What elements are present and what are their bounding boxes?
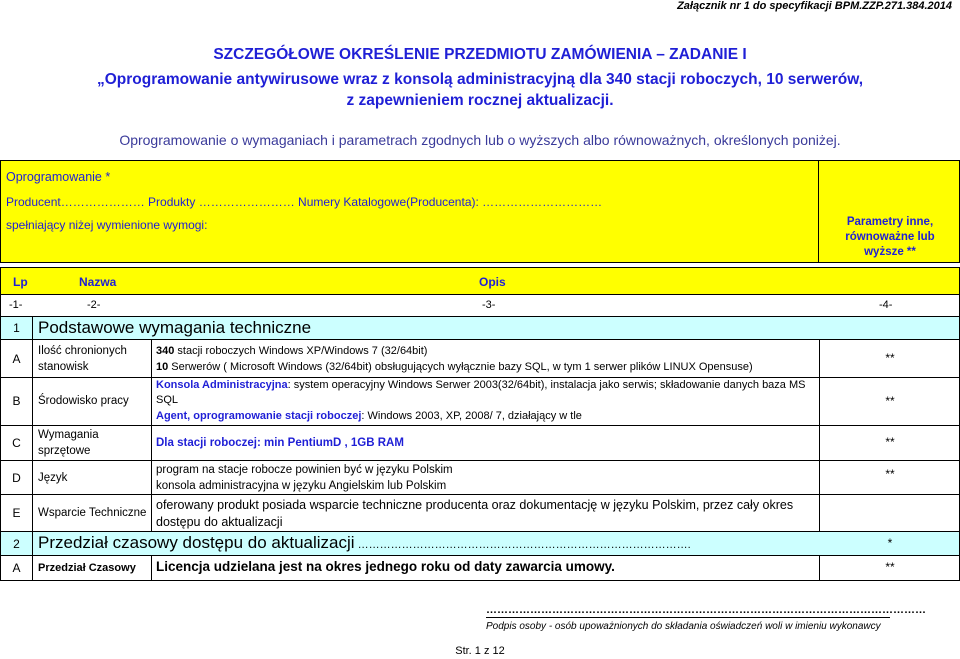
row-desc-line-1: 340 stacji roboczych Windows XP/Windows 7 (32/64bit) bbox=[156, 345, 428, 357]
row-desc-line-1: oferowany produkt posiada wsparcie techniczne producenta oraz dokumentację w języku Polskim, przez cały okres dostępu do aktualizacji bbox=[156, 498, 794, 529]
col-divider bbox=[819, 495, 820, 531]
column-header-row bbox=[0, 267, 960, 295]
section-2-row bbox=[0, 532, 960, 556]
row-param: ** bbox=[885, 394, 895, 408]
row-desc-line-2: 10 Serwerów ( Microsoft Windows (32/64bit) obsługujących wyłącznie bazy SQL, w tym 1 serwer plików LINUX Opensuse) bbox=[156, 361, 753, 373]
section-1-row bbox=[0, 317, 960, 340]
document-subtitle: Oprogramowanie o wymaganiach i parametrach zgodnych lub o wyższych albo równoważnych, określonych poniżej. bbox=[119, 132, 841, 148]
row-lp: A bbox=[12, 352, 21, 366]
col-divider bbox=[32, 426, 33, 460]
software-spec-box bbox=[0, 160, 960, 263]
row-desc-line-1: Konsola Administracyjna: system operacyjny Windows Serwer 2003(32/64bit), instalacja jako serwis; składowanie danych baza MS SQL bbox=[156, 379, 806, 406]
column-desc: Opis bbox=[479, 275, 506, 289]
col-divider bbox=[32, 317, 33, 339]
section-2-lp: 2 bbox=[13, 537, 20, 551]
col-divider bbox=[32, 495, 33, 531]
column-number-row bbox=[0, 295, 960, 317]
column-lp: Lp bbox=[13, 275, 28, 289]
row-param: ** bbox=[885, 467, 895, 481]
row-name: Język bbox=[38, 472, 68, 484]
col-divider bbox=[32, 556, 33, 580]
attachment-reference: Załącznik nr 1 do specyfikacji BPM.ZZP.271.384.2014 bbox=[677, 0, 952, 12]
col-divider bbox=[819, 461, 820, 494]
column-number-3: -3- bbox=[482, 299, 496, 311]
col-divider bbox=[819, 340, 820, 377]
table-row-b bbox=[0, 378, 960, 426]
row-desc-line-2: konsola administracyjna w języku Angielskim lub Polskim bbox=[156, 480, 447, 492]
table-row-2a bbox=[0, 556, 960, 581]
signature-note: Podpis osoby - osób upoważnionych do składania oświadczeń woli w imieniu wykonawcy bbox=[486, 621, 881, 632]
row-lp: B bbox=[12, 394, 21, 408]
column-name: Nazwa bbox=[79, 275, 117, 289]
row-desc-line-2: Agent, oprogramowanie stacji roboczej: Windows 2003, XP, 2008/ 7, działający w tle bbox=[156, 410, 582, 422]
row-name: Wsparcie Techniczne bbox=[38, 507, 147, 519]
row-lp: D bbox=[12, 471, 21, 485]
row-param: ** bbox=[885, 560, 895, 574]
spec-box-divider bbox=[818, 160, 819, 263]
row-param: ** bbox=[885, 351, 895, 365]
col-divider bbox=[819, 426, 820, 460]
row-name: Przedział Czasowy bbox=[38, 562, 136, 574]
column-number-1: -1- bbox=[9, 299, 23, 311]
row-name: Wymagania sprzętowe bbox=[38, 429, 99, 457]
col-divider bbox=[151, 426, 152, 460]
row-lp: E bbox=[12, 506, 21, 520]
col-divider bbox=[32, 461, 33, 494]
row-name: Środowisko pracy bbox=[38, 395, 129, 407]
signature-line bbox=[486, 617, 890, 618]
section-1-title: Podstawowe wymagania techniczne bbox=[38, 318, 312, 337]
col-divider bbox=[32, 340, 33, 377]
col-divider bbox=[151, 378, 152, 425]
col-divider bbox=[151, 556, 152, 580]
col-divider bbox=[151, 340, 152, 377]
col-divider bbox=[32, 532, 33, 555]
section-2-title: Przedział czasowy dostępu do aktualizacji ………………………………………………………………………………. bbox=[38, 533, 691, 552]
table-row-d bbox=[0, 461, 960, 495]
document-title-line-2: „Oprogramowanie antywirusowe wraz z konsolą administracyjną dla 340 stacji roboczych, 10 serwerów, bbox=[96, 71, 864, 88]
row-param: ** bbox=[885, 435, 895, 449]
column-number-2: -2- bbox=[87, 299, 101, 311]
page-number: Str. 1 z 12 bbox=[455, 645, 505, 657]
col-divider bbox=[151, 461, 152, 494]
row-desc: Licencja udzielana jest na okres jednego roku od daty zawarcia umowy. bbox=[156, 559, 615, 574]
table-row-e bbox=[0, 495, 960, 532]
column-number-4: -4- bbox=[879, 299, 893, 311]
requirements-label: spełniający niżej wymienione wymogi: bbox=[6, 218, 208, 232]
row-lp: A bbox=[12, 561, 21, 575]
document-title-line-1: SZCZEGÓŁOWE OKREŚLENIE PRZEDMIOTU ZAMÓWIENIA – ZADANIE I bbox=[213, 46, 747, 63]
table-row-a bbox=[0, 340, 960, 378]
producer-line: Producent………………… Produkty …………………… Numery Katalogowe(Producenta): ………………………… bbox=[6, 195, 603, 209]
col-divider bbox=[32, 378, 33, 425]
section-1-lp: 1 bbox=[13, 321, 20, 335]
col-divider bbox=[819, 556, 820, 580]
params-header: Parametry inne, równoważne lub wyższe ** bbox=[845, 216, 935, 258]
col-divider bbox=[819, 378, 820, 425]
col-divider bbox=[151, 495, 152, 531]
software-label: Oprogramowanie * bbox=[6, 170, 111, 184]
row-lp: C bbox=[12, 436, 21, 450]
signature-dots: ………………………………………………………………………………………………………… bbox=[486, 604, 926, 616]
document-title-line-3: z zapewnieniem rocznej aktualizacji. bbox=[346, 92, 614, 109]
row-desc-line-1: program na stacje robocze powinien być w języku Polskim bbox=[156, 464, 453, 476]
row-desc-line-1: Dla stacji roboczej: min PentiumD , 1GB RAM bbox=[156, 437, 404, 449]
section-2-param: * bbox=[887, 536, 893, 550]
row-name: Ilość chronionych stanowisk bbox=[38, 345, 127, 373]
table-row-c bbox=[0, 426, 960, 461]
